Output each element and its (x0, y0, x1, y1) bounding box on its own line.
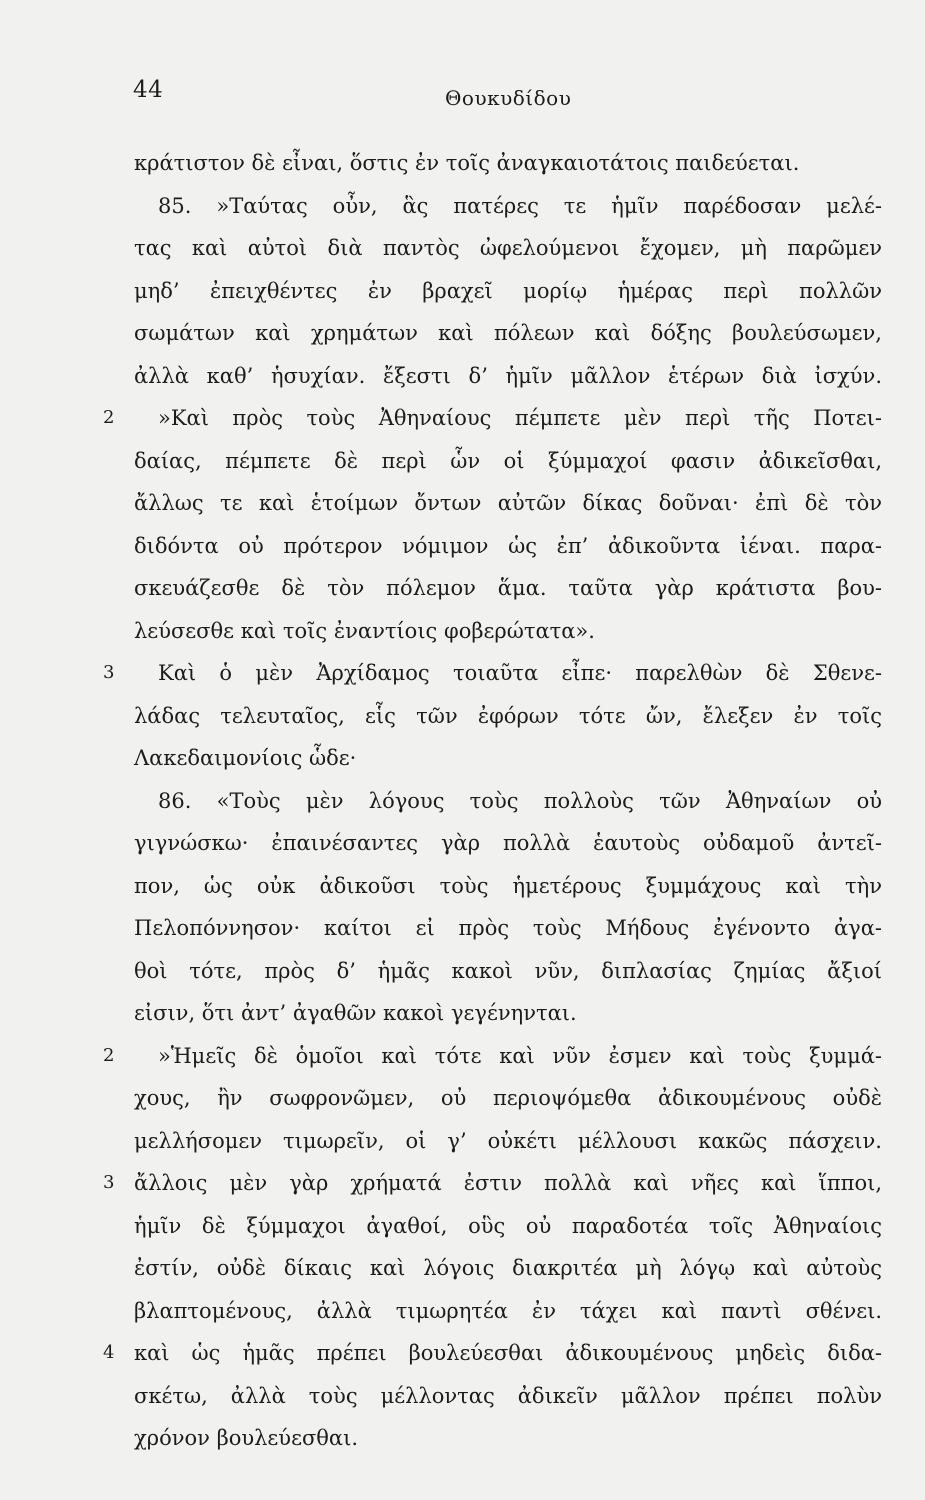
line-text: λεύσεσθε καὶ τοῖς ἐναντίοις φοβερώτατα». (134, 618, 595, 643)
text-line (134, 695, 882, 738)
text-line (134, 737, 882, 780)
text-line (103, 1332, 882, 1375)
line-text: δαίας, πέμπετε δὲ περὶ ὧν οἱ ξύμμαχοί φασιν ἀδικεῖσθαι, (134, 448, 882, 473)
line-text: Λακεδαιμονίοις ὧδε· (134, 746, 357, 770)
text-line (134, 822, 882, 865)
line-text: καὶ ὡς ἡμᾶς πρέπει βουλεύεσθαι ἀδικουμένους μηδεὶς διδα- (134, 1341, 882, 1365)
line-text: ἄλλοις μὲν γὰρ χρήματά ἐστιν πολλὰ καὶ νῆες καὶ ἵπποι, (134, 1171, 882, 1195)
page-number: 44 (133, 77, 164, 103)
text-line (134, 525, 882, 568)
text-line (134, 270, 882, 313)
line-text: εἰσιν, ὅτι ἀντ’ ἀγαθῶν κακοὶ γεγένηνται. (134, 1001, 577, 1025)
line-text: 86. «Τοὺς μὲν λόγους τοὺς πολλοὺς τῶν Ἀθηναίων οὐ (158, 788, 882, 813)
text-line (103, 1035, 882, 1078)
line-text: 85. »Ταύτας οὖν, ἃς πατέρες τε ἡμῖν παρέδοσαν μελέ- (158, 193, 882, 218)
body-text (103, 142, 882, 1460)
text-line (134, 482, 882, 525)
margin-section-number: 4 (103, 1342, 115, 1363)
line-text: Καὶ ὁ μὲν Ἀρχίδαμος τοιαῦτα εἶπε· παρελθὼν δὲ Σθενε- (158, 661, 882, 685)
line-text: σωμάτων καὶ χρημάτων καὶ πόλεων καὶ δόξης βουλεύσωμεν, (134, 321, 882, 345)
line-text: λάδας τελευταῖος, εἷς τῶν ἐφόρων τότε ὤν, ἔλεξεν ἐν τοῖς (134, 703, 882, 728)
line-text: ἡμῖν δὲ ξύμμαχοι ἀγαθοί, οὓς οὐ παραδοτέα τοῖς Ἀθηναίοις (134, 1213, 882, 1238)
line-text: σκευάζεσθε δὲ τὸν πόλεμον ἅμα. ταῦτα γὰρ κράτιστα βου- (134, 576, 882, 600)
line-text: γιγνώσκω· ἐπαινέσαντες γὰρ πολλὰ ἑαυτοὺς οὐδαμοῦ ἀντεῖ- (134, 831, 882, 855)
text-line (134, 1120, 882, 1163)
text-line (134, 1247, 882, 1290)
running-title: Θουκυδίδου (445, 86, 572, 110)
line-text: χρόνον βουλεύεσθαι. (134, 1426, 359, 1450)
line-text: ἀλλὰ καθ’ ἡσυχίαν. ἔξεστι δ’ ἡμῖν μᾶλλον ἑτέρων διὰ ἰσχύν. (134, 363, 882, 388)
text-line (134, 865, 882, 908)
text-line (103, 652, 882, 695)
line-text: μελλήσομεν τιμωρεῖν, οἱ γ’ οὐκέτι μέλλουσι κακῶς πάσχειν. (134, 1128, 882, 1153)
text-line (134, 142, 882, 185)
text-line (134, 950, 882, 993)
line-text: ἄλλως τε καὶ ἑτοίμων ὄντων αὐτῶν δίκας δοῦναι· ἐπὶ δὲ τὸν (134, 491, 882, 515)
text-line (134, 780, 882, 823)
text-line (134, 440, 882, 483)
text-line (103, 397, 882, 440)
line-text: »Καὶ πρὸς τοὺς Ἀθηναίους πέμπετε μὲν περὶ τῆς Ποτει- (158, 406, 882, 430)
text-line (134, 185, 882, 228)
text-line (134, 355, 882, 398)
text-line (134, 610, 882, 653)
line-text: ἐστίν, οὐδὲ δίκαις καὶ λόγοις διακριτέα μὴ λόγῳ καὶ αὐτοὺς (134, 1256, 882, 1280)
text-line (134, 1077, 882, 1120)
line-text: σκέτω, ἀλλὰ τοὺς μέλλοντας ἀδικεῖν μᾶλλον πρέπει πολὺν (134, 1383, 882, 1408)
line-text: πον, ὡς οὐκ ἀδικοῦσι τοὺς ἡμετέρους ξυμμάχους καὶ τὴν (134, 873, 882, 898)
text-line (134, 227, 882, 270)
text-line (134, 567, 882, 610)
text-line (134, 1205, 882, 1248)
line-text: θοὶ τότε, πρὸς δ’ ἡμᾶς κακοὶ νῦν, διπλασίας ζημίας ἄξιοί (134, 958, 882, 983)
text-line (134, 1290, 882, 1333)
line-text: »Ἡμεῖς δὲ ὁμοῖοι καὶ τότε καὶ νῦν ἐσμεν καὶ τοὺς ξυμμά- (158, 1043, 882, 1068)
line-text: Πελοπόννησον· καίτοι εἰ πρὸς τοὺς Μήδους ἐγένοντο ἀγα- (134, 916, 882, 940)
line-text: μηδ’ ἐπειχθέντες ἐν βραχεῖ μορίῳ ἡμέρας περὶ πολλῶν (134, 278, 882, 303)
text-line (134, 1417, 882, 1460)
line-text: τας καὶ αὐτοὶ διὰ παντὸς ὠφελούμενοι ἔχομεν, μὴ παρῶμεν (134, 236, 882, 260)
line-text: κράτιστον δὲ εἶναι, ὅστις ἐν τοῖς ἀναγκαιοτάτοις παιδεύεται. (134, 151, 800, 175)
margin-section-number: 3 (103, 1172, 115, 1193)
text-line (134, 907, 882, 950)
line-text: διδόντα οὐ πρότερον νόμιμον ὡς ἐπ’ ἀδικοῦντα ἰέναι. παρα- (134, 533, 882, 558)
line-text: βλαπτομένους, ἀλλὰ τιμωρητέα ἐν τάχει καὶ παντὶ σθένει. (134, 1298, 882, 1323)
text-line (103, 1162, 882, 1205)
text-line (134, 312, 882, 355)
line-text: χους, ἢν σωφρονῶμεν, οὐ περιοψόμεθα ἀδικουμένους οὐδὲ (134, 1086, 882, 1110)
text-line (134, 1375, 882, 1418)
text-line (134, 992, 882, 1035)
margin-section-number: 2 (103, 1044, 115, 1066)
margin-section-number: 2 (103, 407, 115, 428)
margin-section-number: 3 (103, 662, 115, 683)
